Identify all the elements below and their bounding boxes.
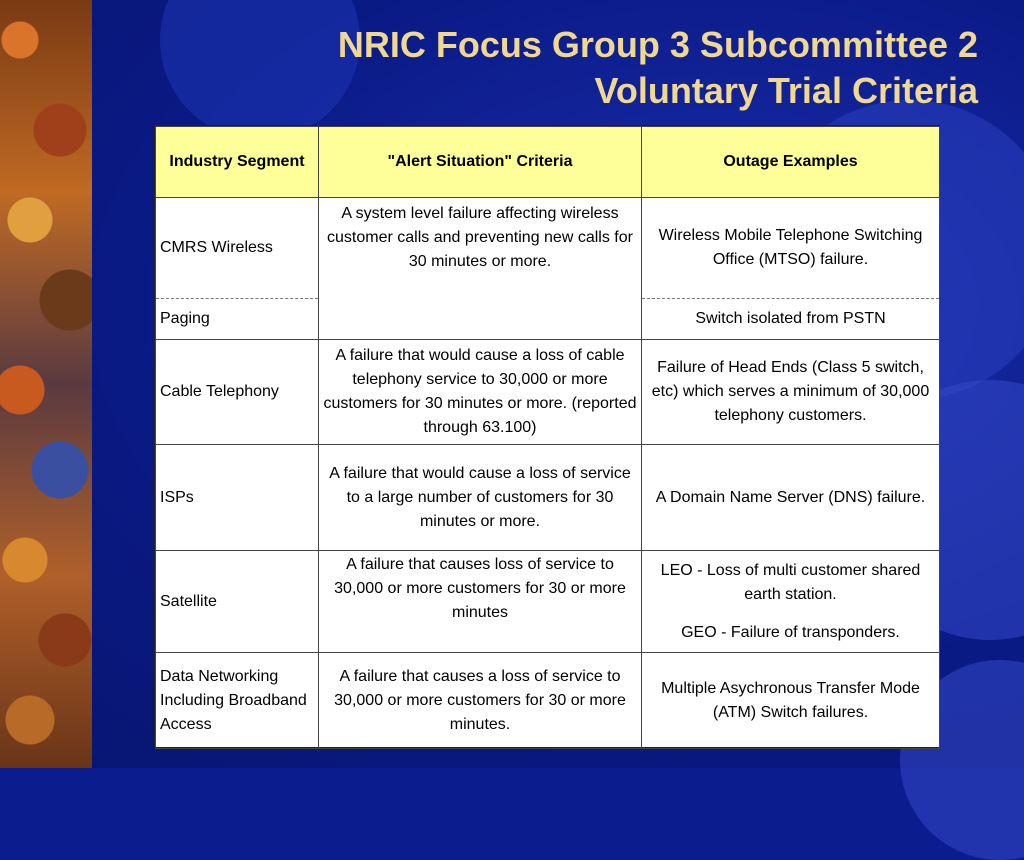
outage-cell: A Domain Name Server (DNS) failure.: [642, 445, 940, 551]
criteria-cell: A system level failure affecting wireless customer calls and preventing new calls for 30 minutes or more.: [319, 198, 642, 340]
criteria-cell: A failure that would cause a loss of cable telephony service to 30,000 or more customers for 30 minutes or more. (reported through 63.100): [319, 340, 642, 445]
table-row: [156, 198, 940, 299]
outage-cell: Switch isolated from PSTN: [642, 299, 940, 340]
title-line-1: NRIC Focus Group 3 Subcommittee 2: [337, 24, 978, 65]
criteria-cell: A failure that causes a loss of service to 30,000 or more customers for 30 or more minutes.: [319, 653, 642, 749]
header-industry-segment: Industry Segment: [156, 127, 319, 198]
slide-title: [178, 22, 978, 114]
decorative-side-strip: [0, 0, 92, 768]
table-header-row: [156, 127, 940, 198]
outage-cell: Wireless Mobile Telephone Switching Office (MTSO) failure.: [642, 198, 940, 299]
table-row: [156, 551, 940, 653]
segment-cell: Paging: [156, 299, 319, 340]
criteria-table: [154, 125, 940, 748]
outage-cell: Failure of Head Ends (Class 5 switch, etc) which serves a minimum of 30,000 telephony customers.: [642, 340, 940, 445]
table-row: [156, 340, 940, 445]
table-row: [156, 445, 940, 551]
segment-cell: ISPs: [156, 445, 319, 551]
outage-cell: [642, 551, 940, 653]
criteria-cell: A failure that would cause a loss of service to a large number of customers for 30 minutes or more.: [319, 445, 642, 551]
outage-cell: Multiple Asychronous Transfer Mode (ATM) Switch failures.: [642, 653, 940, 749]
outage-leo-text: LEO - Loss of multi customer shared earth station.: [660, 561, 921, 603]
header-alert-criteria: "Alert Situation" Criteria: [319, 127, 642, 198]
segment-cell: Satellite: [156, 551, 319, 653]
criteria-cell: A failure that causes loss of service to 30,000 or more customers for 30 or more minutes: [319, 551, 642, 653]
title-line-2: Voluntary Trial Criteria: [594, 70, 978, 111]
segment-cell: CMRS Wireless: [156, 198, 319, 299]
segment-cell: Data Networking Including Broadband Access: [156, 653, 319, 749]
segment-cell: Cable Telephony: [156, 340, 319, 445]
table-row: [156, 653, 940, 749]
outage-geo-text: GEO - Failure of transponders.: [681, 623, 900, 641]
header-outage-examples: Outage Examples: [642, 127, 940, 198]
